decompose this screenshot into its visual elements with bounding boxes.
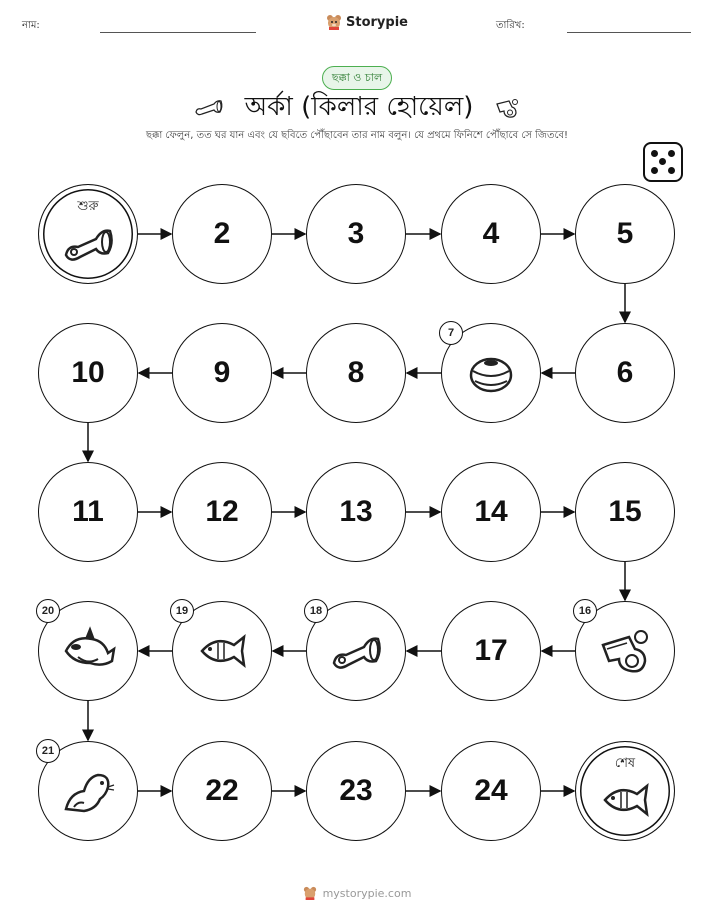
space-number: 23 [339, 774, 373, 807]
board-space-11 [38, 462, 138, 562]
space-number-tag: 16 [573, 599, 597, 623]
board-space-13 [306, 462, 406, 562]
name-label: নাম: [22, 20, 40, 31]
board-space-18 [306, 601, 406, 701]
fish-icon [194, 623, 250, 679]
board-space-5 [575, 184, 675, 284]
board-space-15 [575, 462, 675, 562]
date-label: তারিখ: [496, 20, 525, 31]
space-number: 12 [205, 495, 239, 528]
footer-bear-icon [303, 886, 317, 900]
space-number: 6 [616, 356, 634, 389]
title-text: অর্কা (কিলার হোয়েল) [244, 92, 474, 122]
space-number: 3 [347, 217, 365, 250]
space-number: 14 [474, 495, 508, 528]
space-number-tag: 7 [439, 321, 463, 345]
board-space-9 [172, 323, 272, 423]
space-number-tag: 20 [36, 599, 60, 623]
board-space-7 [441, 323, 541, 423]
board-space-6 [575, 323, 675, 423]
orca-icon [60, 623, 116, 679]
fish-icon [597, 772, 653, 828]
board-space-21 [38, 741, 138, 841]
board-space-24 [441, 741, 541, 841]
space-number: 13 [339, 495, 373, 528]
board-space-12 [172, 462, 272, 562]
start-label: শুরু [77, 199, 99, 214]
space-number: 4 [482, 217, 500, 250]
space-number: 24 [474, 774, 508, 807]
game-type-badge: ছক্কা ও চাল [322, 66, 392, 90]
board-space-3 [306, 184, 406, 284]
footer-url[interactable]: mystorypie.com [322, 886, 412, 900]
trumpet-icon [60, 215, 116, 271]
board-space-10 [38, 323, 138, 423]
space-number: 15 [608, 495, 642, 528]
space-number: 22 [205, 774, 239, 807]
board-space-20 [38, 601, 138, 701]
bead-icon [463, 345, 519, 401]
board-space-14 [441, 462, 541, 562]
space-number-tag: 18 [304, 599, 328, 623]
seal-icon [60, 763, 116, 819]
board-space-4 [441, 184, 541, 284]
space-number-tag: 21 [36, 739, 60, 763]
board-space-19 [172, 601, 272, 701]
space-number: 2 [213, 217, 231, 250]
space-number: 10 [71, 356, 105, 389]
start-space [38, 184, 138, 284]
board-space-16 [575, 601, 675, 701]
space-number: 9 [213, 356, 231, 389]
trumpet-icon [328, 623, 384, 679]
instructions: ছক্কা ফেলুন, তত ঘর যান এবং যে ছবিতে পৌঁছাবেন তার নাম বলুন। যে প্রথমে ফিনিশে পৌঁছাবে সে জিতবে! [145, 130, 569, 141]
whistle-icon [597, 623, 653, 679]
board-space-8 [306, 323, 406, 423]
space-number: 8 [347, 356, 365, 389]
space-number: 11 [72, 495, 104, 528]
finish-space [575, 741, 675, 841]
board-space-22 [172, 741, 272, 841]
brand-name: Storypie [346, 14, 408, 30]
footer [0, 886, 714, 900]
board-space-23 [306, 741, 406, 841]
board-space-17 [441, 601, 541, 701]
space-number-tag: 19 [170, 599, 194, 623]
space-number: 5 [616, 217, 634, 250]
end-label: শেষ [614, 756, 636, 771]
space-number: 17 [474, 634, 508, 667]
board-space-2 [172, 184, 272, 284]
